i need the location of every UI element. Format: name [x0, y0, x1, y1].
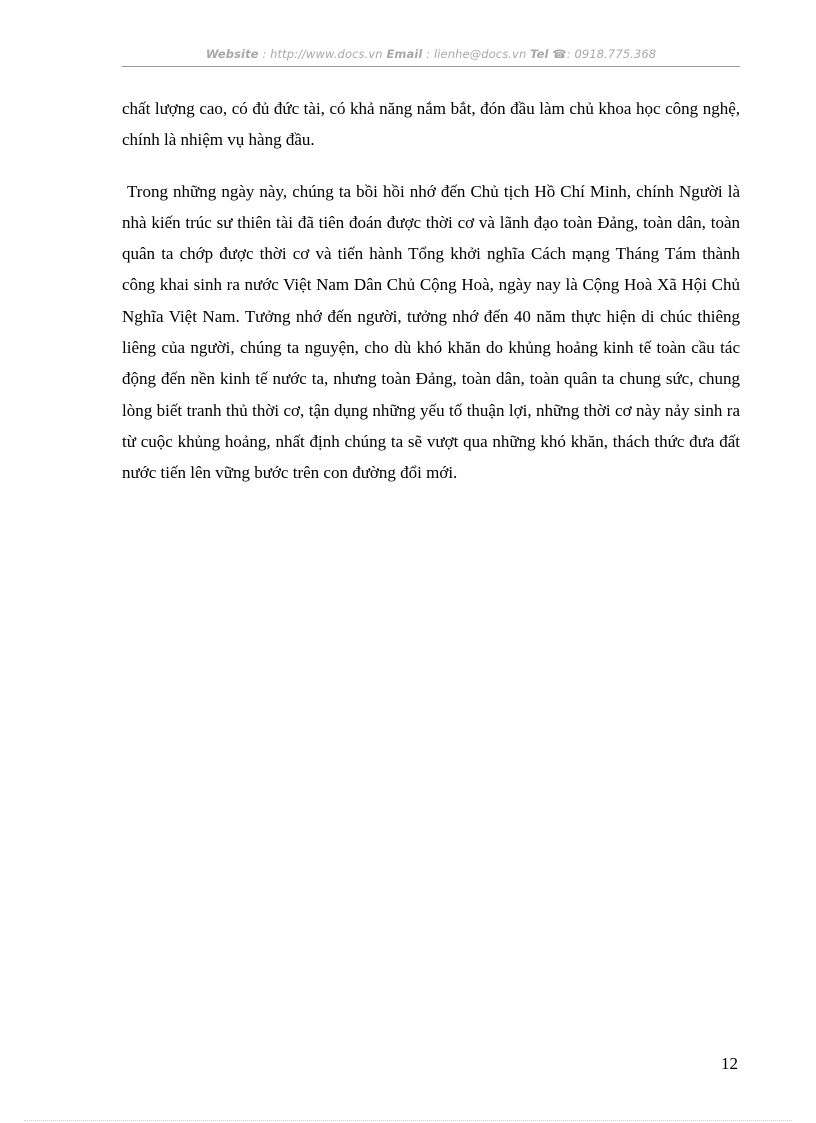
website-separator: :	[262, 47, 267, 61]
footer-divider	[24, 1120, 792, 1121]
email-label: Email	[386, 47, 423, 61]
website-url: http://www.docs.vn	[270, 47, 383, 61]
header-divider	[122, 66, 740, 67]
paragraph-1: chất lượng cao, có đủ đức tài, có khả năng nắm bắt, đón đầu làm chủ khoa học công nghệ, chính là nhiệm vụ hàng đầu.	[122, 99, 740, 150]
body-text	[122, 93, 740, 489]
website-label: Website	[205, 47, 259, 61]
email-separator: :	[426, 47, 431, 61]
email-address: lienhe@docs.vn	[433, 47, 527, 61]
paragraph-2: Trong những ngày này, chúng ta bồi hồi nhớ đến Chủ tịch Hồ Chí Minh, chính Người là nhà kiến trúc sư thiên tài đã tiên đoán được thời cơ và lãnh đạo toàn Đảng, toàn dân, toàn quân ta chớp được thời cơ và tiến hành Tổng khởi nghĩa Cách mạng Tháng Tám thành công khai sinh ra nước Việt Nam Dân Chủ Cộng Hoà, ngày nay là Cộng Hoà Xã Hội Chủ Nghĩa Việt Nam. Tưởng nhớ đến người, tưởng nhớ đến 40 năm thực hiện di chúc thiêng liêng của người, chúng ta nguyện, cho dù khó khăn do khủng hoảng kinh tế toàn cầu tác động đến nền kinh tế nước ta, nhưng toàn Đảng, toàn dân, toàn quân ta chung sức, chung lòng biết tranh thủ thời cơ, tận dụng những yếu tố thuận lợi, những thời cơ này nảy sinh ra từ cuộc khủng hoảng, nhất định chúng ta sẽ vượt qua những khó khăn, thách thức đưa đất nước tiến lên vững bước trên con đường đổi mới.	[122, 181, 740, 483]
tel-number: 0918.775.368	[574, 47, 657, 61]
tel-label: Tel	[530, 47, 549, 61]
page-number: 12	[721, 1054, 738, 1073]
tel-separator: :	[566, 47, 571, 61]
page-header	[122, 47, 740, 61]
phone-icon: ☎	[552, 47, 567, 61]
